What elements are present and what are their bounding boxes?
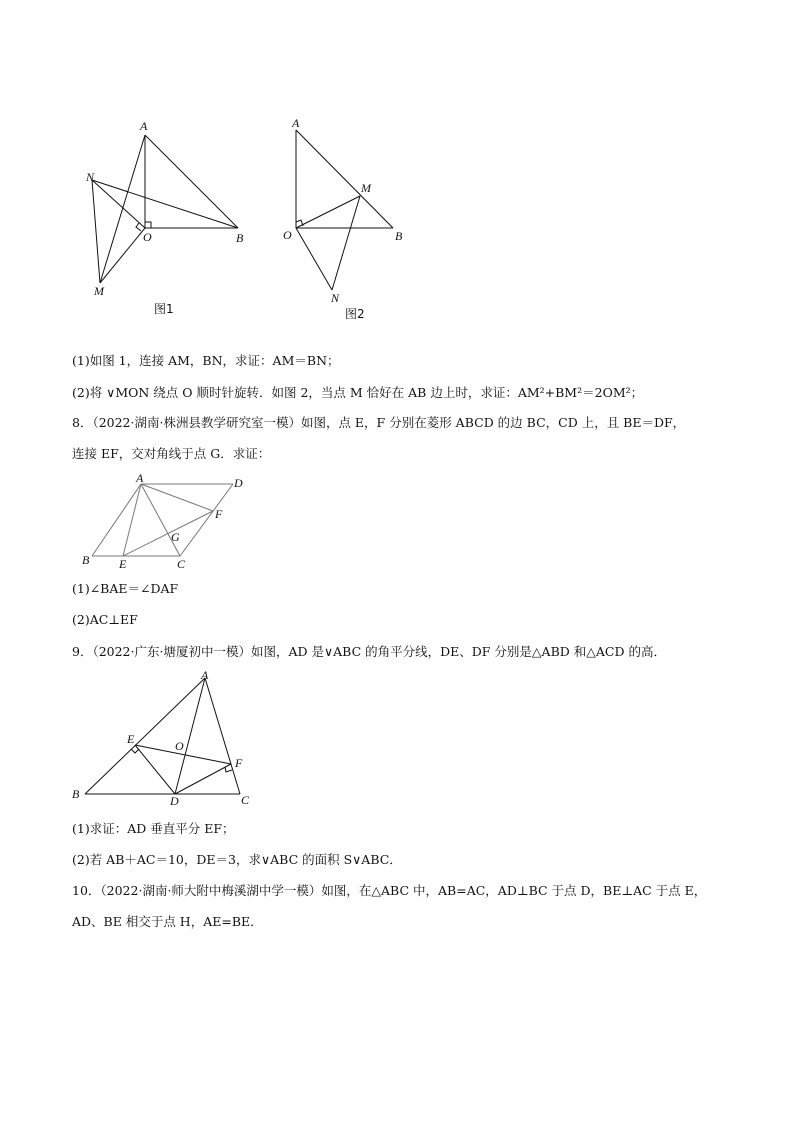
q8-statement-1: 8．（2022·湖南·株洲县教学研究室一模）如图，点 E，F 分别在菱形 ABCD 的边 BC，CD 上，且 BE＝DF，: [72, 415, 686, 430]
q9-statement: 9．（2022·广东·塘厦初中一模）如图，AD 是∨ABC 的角平分线，DE、DF 分别是△ABD 和△ACD 的高．: [72, 644, 666, 659]
label-o: O: [175, 739, 184, 753]
q9-part1: (1)求证：AD 垂直平分 EF；: [72, 821, 235, 836]
figure-rhombus: [78, 472, 253, 572]
label-a: A: [136, 472, 144, 485]
label-e: E: [127, 732, 135, 746]
label-b: B: [82, 553, 90, 567]
label-o: O: [283, 228, 292, 242]
label-a: A: [201, 668, 209, 682]
label-n: N: [86, 170, 95, 184]
q9-part2: (2)若 AB＋AC＝10，DE＝3，求∨ABC 的面积 S∨ABC．: [72, 852, 402, 867]
q8-part1: (1)∠BAE＝∠DAF: [72, 581, 179, 596]
label-a: A: [140, 119, 148, 133]
q10-statement-2: AD、BE 相交于点 H，AE=BE．: [72, 914, 263, 929]
label-c: C: [241, 793, 250, 807]
label-b: B: [72, 787, 80, 801]
label-b: B: [395, 229, 403, 243]
label-b: B: [236, 231, 244, 245]
figure-1: [80, 115, 260, 320]
figure-2-caption: 图2: [345, 307, 365, 321]
figure-2: [275, 110, 425, 325]
label-n: N: [331, 291, 340, 305]
label-a: A: [292, 116, 300, 130]
label-d: D: [170, 794, 179, 808]
q8-statement-2: 连接 EF，交对角线于点 G．求证：: [72, 446, 271, 461]
label-c: C: [177, 557, 186, 571]
label-d: D: [234, 476, 243, 490]
label-f: F: [215, 507, 223, 521]
label-g: G: [171, 530, 180, 544]
label-e: E: [119, 557, 127, 571]
q10-statement-1: 10．（2022·湖南·师大附中梅溪湖中学一模）如图，在△ABC 中，AB=AC，AD⊥BC 于点 D，BE⊥AC 于点 E，: [72, 883, 707, 898]
q7-part1: (1)如图 1，连接 AM，BN，求证：AM＝BN；: [72, 353, 340, 368]
figure-1-caption: 图1: [154, 302, 174, 316]
q7-part2: (2)将 ∨MON 绕点 O 顺时针旋转．如图 2，当点 M 恰好在 AB 边上时，求证：AM²+BM²＝2OM²；: [72, 385, 644, 400]
q8-part2: (2)AC⊥EF: [72, 612, 138, 627]
label-m: M: [94, 284, 104, 298]
label-f: F: [235, 756, 243, 770]
figure-triangle: [68, 668, 258, 808]
label-m: M: [361, 181, 371, 195]
label-o: O: [143, 230, 152, 244]
